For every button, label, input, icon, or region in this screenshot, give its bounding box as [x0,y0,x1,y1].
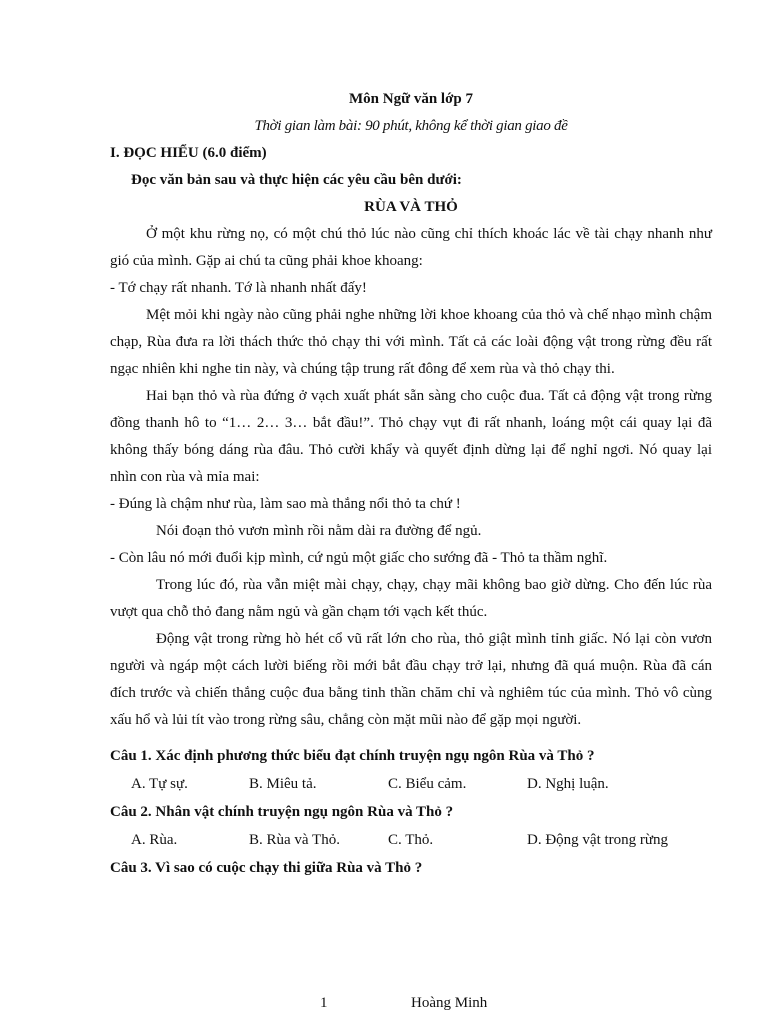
document-page [110,86,712,882]
question-2: Câu 2. Nhân vật chính truyện ngụ ngôn Rùa và Thỏ ? [110,804,454,820]
section-instruction: Đọc văn bản sau và thực hiện các yêu cầu bên dưới: [131,172,462,188]
option-b: B. Miêu tả. [249,776,317,792]
option-b: B. Rùa và Thỏ. [249,832,340,848]
option-c: C. Thỏ. [388,832,434,848]
story-paragraph: Trong lúc đó, rùa vẫn miệt mài chạy, chạy, chạy mãi không bao giờ dừng. Cho đến lúc rùa vượt qua chỗ thỏ đang nằm ngủ và gần chạm tới vạch kết thúc. [110,577,712,620]
question-2-options [110,826,712,854]
story-paragraph: Hai bạn thỏ và rùa đứng ở vạch xuất phát sẵn sàng cho cuộc đua. Tất cả động vật trong rừng đồng thanh hô to “1… 2… 3… bắt đầu!”. Thỏ chạy vụt đi rất nhanh, loáng một cái quay lại đã không thấy bóng dáng rùa đâu. Thỏ cười khẩy và quyết định dừng lại để nghỉ ngơi. Nó quay lại nhìn con rùa và mỉa mai: [110,388,712,485]
story-dialogue: - Tớ chạy rất nhanh. Tớ là nhanh nhất đấy! [110,280,367,296]
story-paragraph: Động vật trong rừng hò hét cổ vũ rất lớn cho rùa, thỏ giật mình tỉnh giấc. Nó lại còn vươn người và ngáp một cách lười biếng rồi mới bắt đầu chạy trở lại, nhưng đã quá muộn. Rùa đã cán đích trước và chiến thắng cuộc đua bằng tinh thần chăm chỉ và nghiêm túc của mình. Thỏ vô cùng xấu hổ và lủi tít vào trong rừng sâu, chẳng còn mặt mũi nào để gặp mọi người. [110,631,712,728]
story-paragraph: Nói đoạn thỏ vươn mình rồi nằm dài ra đường để ngủ. [156,523,482,539]
option-c: C. Biểu cảm. [388,776,467,792]
question-3: Câu 3. Vì sao có cuộc chạy thi giữa Rùa và Thỏ ? [110,860,423,876]
document-title: Môn Ngữ văn lớp 7 [349,91,473,107]
footer-author: Hoàng Minh [411,995,488,1011]
option-d: D. Động vật trong rừng [527,832,669,848]
option-a: A. Rùa. [131,832,178,848]
document-subtitle: Thời gian làm bài: 90 phút, không kể thời gian giao đề [254,118,568,134]
option-d: D. Nghị luận. [527,776,609,792]
question-1-options [110,770,712,798]
story-title: RÙA VÀ THỎ [364,199,458,215]
question-1: Câu 1. Xác định phương thức biểu đạt chính truyện ngụ ngôn Rùa và Thỏ ? [110,748,595,764]
story-dialogue: - Còn lâu nó mới đuổi kịp mình, cứ ngủ một giấc cho sướng đã - Thỏ ta thầm nghĩ. [110,550,608,566]
story-paragraph: Mệt mỏi khi ngày nào cũng phải nghe những lời khoe khoang của thỏ và chế nhạo mình chậm chạp, Rùa đưa ra lời thách thức thỏ chạy thi với mình. Tất cả các loài động vật trong rừng đều rất ngạc nhiên khi nghe tin này, và chúng tập trung rất đông để xem rùa và thỏ chạy thi. [110,307,712,377]
section-heading: I. ĐỌC HIỂU (6.0 điểm) [110,145,267,161]
story-paragraph: Ở một khu rừng nọ, có một chú thỏ lúc nào cũng chỉ thích khoác lác về tài chạy nhanh như gió của mình. Gặp ai chú ta cũng phải khoe khoang: [110,226,712,269]
page-number: 1 [320,995,328,1011]
story-dialogue: - Đúng là chậm như rùa, làm sao mà thắng nổi thỏ ta chứ ! [110,496,461,512]
spacer [110,734,712,742]
option-a: A. Tự sự. [131,776,188,792]
